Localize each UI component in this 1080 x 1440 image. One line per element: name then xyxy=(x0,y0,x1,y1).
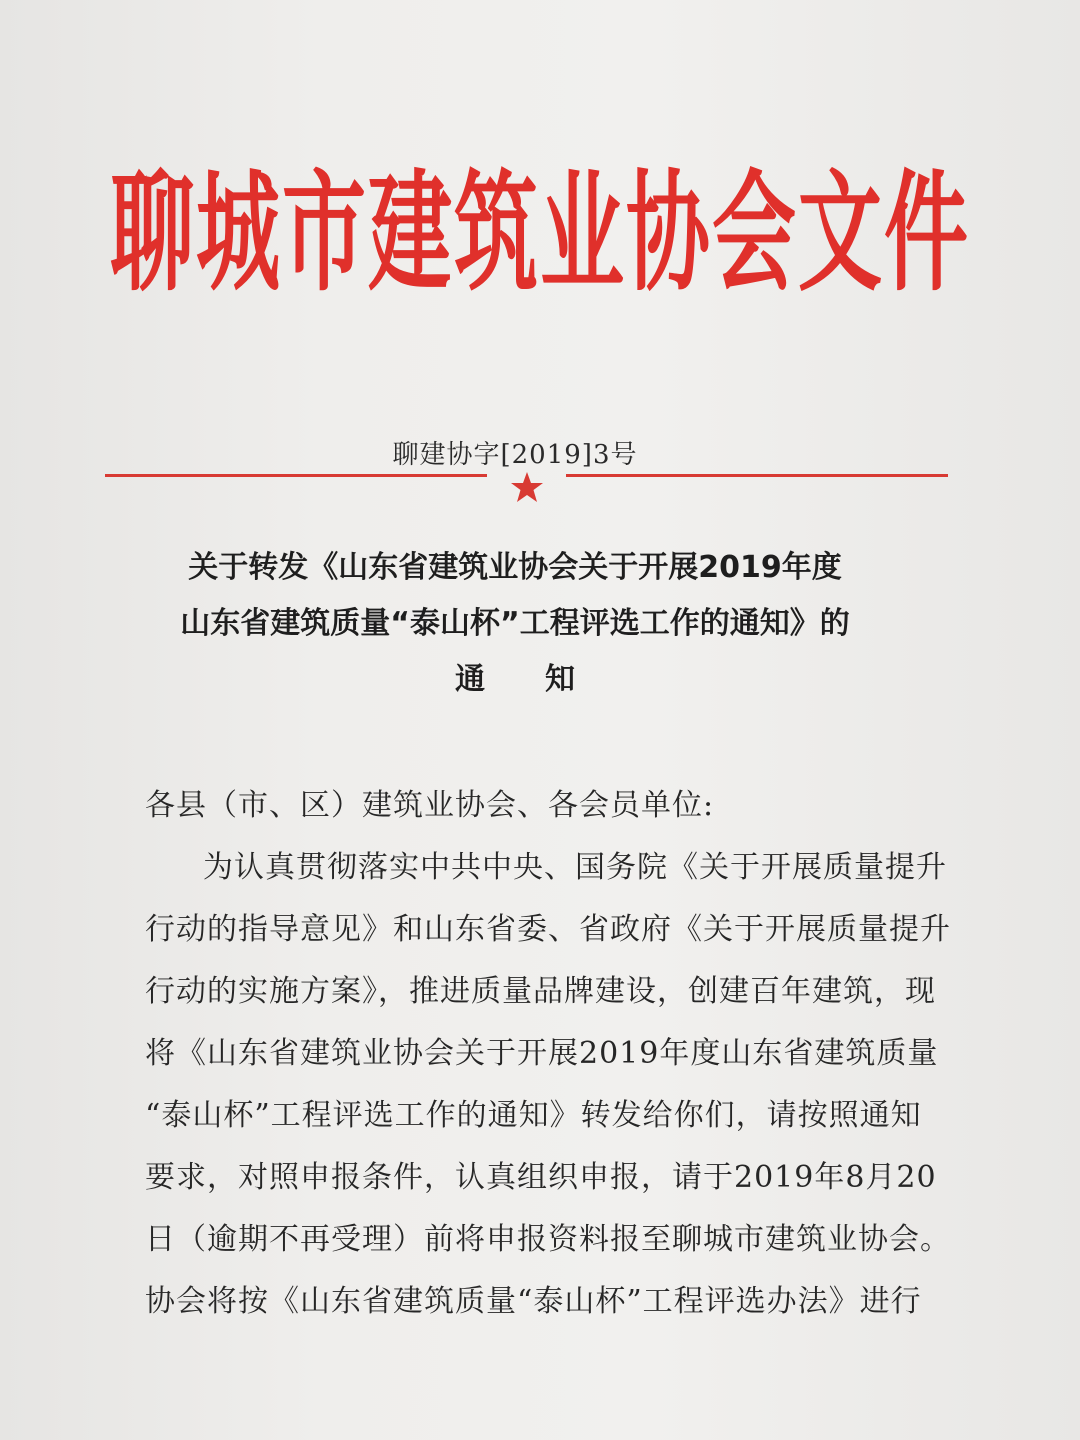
notice-title xyxy=(0,540,1030,708)
body-line: 要求，对照申报条件，认真组织申报，请于2019年8月20 xyxy=(145,1160,937,1195)
body-line: 将《山东省建筑业协会关于开展2019年度山东省建筑质量 xyxy=(145,1036,939,1071)
salutation: 各县（市、区）建筑业协会、各会员单位: xyxy=(145,788,715,823)
org-header-title: 聊城市建筑业协会文件 xyxy=(109,155,970,310)
red-star-icon xyxy=(510,470,544,504)
red-divider-left xyxy=(105,474,487,477)
body-line: 日（逾期不再受理）前将申报资料报至聊城市建筑业协会。 xyxy=(145,1222,951,1257)
red-divider-right xyxy=(566,474,948,477)
body-line: “泰山杯”工程评选工作的通知》转发给你们，请按照通知 xyxy=(145,1098,922,1133)
body-line: 为认真贯彻落实中共中央、国务院《关于开展质量提升 xyxy=(203,850,947,885)
body-line: 协会将按《山东省建筑质量“泰山杯”工程评选办法》进行 xyxy=(145,1284,922,1319)
body-line: 行动的实施方案》，推进质量品牌建设，创建百年建筑，现 xyxy=(145,974,936,1009)
title-line-3: 通知 xyxy=(455,662,635,697)
notice-body xyxy=(145,775,951,1333)
title-line-2: 山东省建筑质量“泰山杯”工程评选工作的通知》的 xyxy=(180,606,850,641)
body-line: 行动的指导意见》和山东省委、省政府《关于开展质量提升 xyxy=(145,912,951,947)
title-line-1: 关于转发《山东省建筑业协会关于开展2019年度 xyxy=(188,550,842,585)
document-number: 聊建协字[2019]3号 xyxy=(392,440,638,470)
